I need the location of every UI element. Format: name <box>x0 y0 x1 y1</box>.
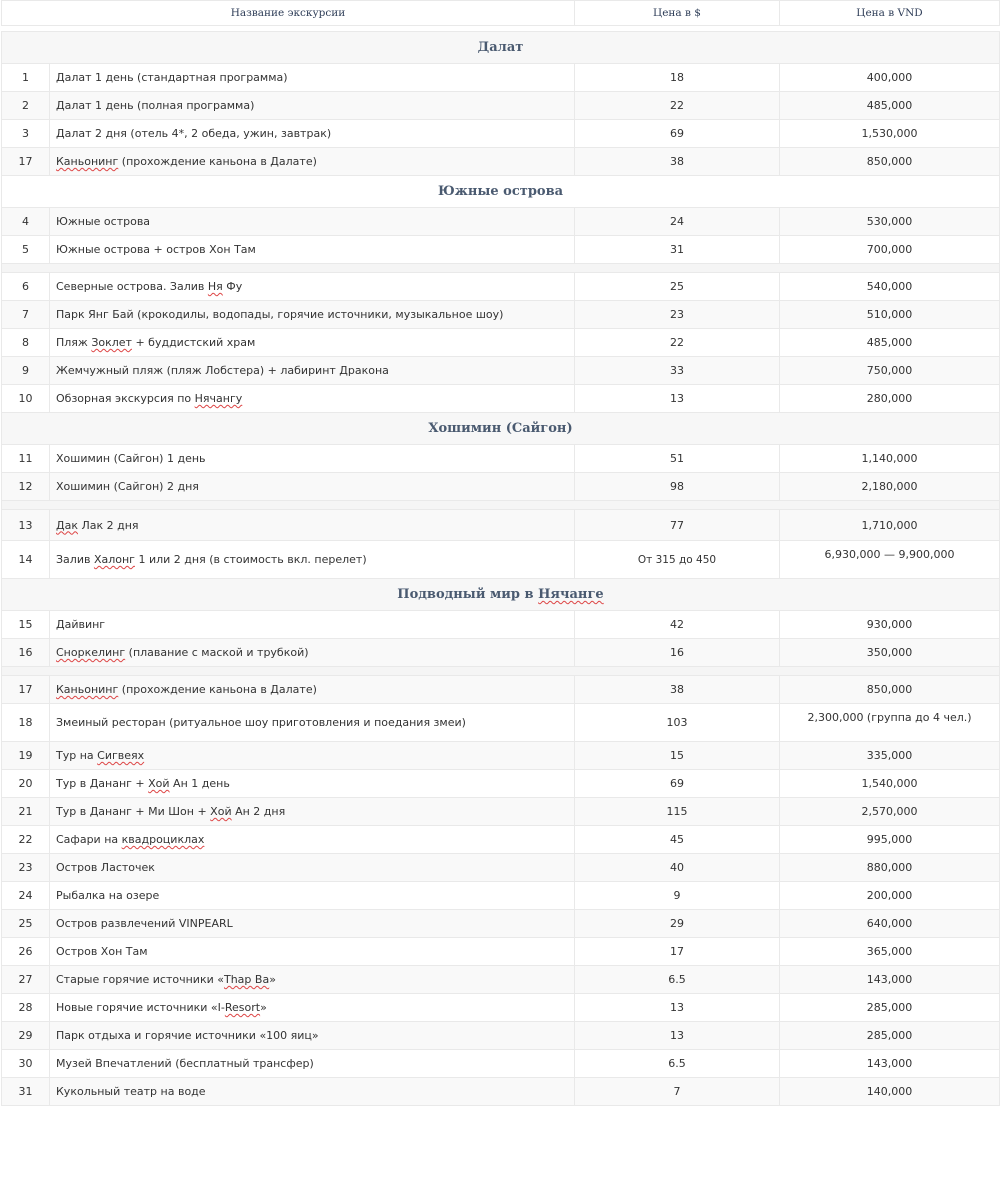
excursion-name-spellcheck-word: Зоклет <box>91 336 132 349</box>
row-number: 26 <box>2 938 50 966</box>
excursion-name-spellcheck-word: квадроциклах <box>121 833 205 846</box>
price-usd: 25 <box>575 273 780 301</box>
section-title: Далат <box>2 32 1000 64</box>
row-number: 12 <box>2 473 50 501</box>
excursion-name-spellcheck-word: Каньонинг <box>56 683 119 696</box>
price-vnd: 2,180,000 <box>780 473 1000 501</box>
row-number: 1 <box>2 64 50 92</box>
excursion-name <box>50 994 575 1022</box>
excursion-name-text: Сафари на <box>56 833 122 846</box>
excursion-name-spellcheck-word: Сигвеях <box>97 749 145 762</box>
row-number: 8 <box>2 329 50 357</box>
row-number: 14 <box>2 541 50 579</box>
row-number: 20 <box>2 770 50 798</box>
row-number: 3 <box>2 120 50 148</box>
table-row <box>2 1050 1000 1078</box>
section-title-spellcheck-word: Нячанге <box>538 587 604 602</box>
price-usd: 103 <box>575 704 780 742</box>
excursion-name <box>50 826 575 854</box>
excursion-name-text: 1 или 2 дня (в стоимость вкл. перелет) <box>134 553 367 566</box>
price-vnd: 485,000 <box>780 92 1000 120</box>
price-vnd: 750,000 <box>780 357 1000 385</box>
excursion-name <box>50 92 575 120</box>
excursion-name-text: » <box>260 1001 267 1014</box>
price-usd: 24 <box>575 208 780 236</box>
table-row <box>2 148 1000 176</box>
excursion-name-text: Фу <box>222 280 243 293</box>
price-usd: 51 <box>575 445 780 473</box>
price-vnd: 930,000 <box>780 611 1000 639</box>
price-vnd: 1,710,000 <box>780 510 1000 541</box>
excursion-name-text: (плавание с маской и трубкой) <box>125 646 309 659</box>
row-number: 15 <box>2 611 50 639</box>
price-vnd: 510,000 <box>780 301 1000 329</box>
price-vnd: 530,000 <box>780 208 1000 236</box>
row-number: 23 <box>2 854 50 882</box>
excursion-name-text: Залив <box>56 553 94 566</box>
price-usd: 69 <box>575 770 780 798</box>
excursion-name-text: Тур в Дананг + <box>56 777 149 790</box>
excursion-name-spellcheck-word: Сноркелинг <box>56 646 126 659</box>
excursion-name-spellcheck-word: Каньонинг <box>56 155 119 168</box>
table-row <box>2 611 1000 639</box>
price-usd: 33 <box>575 357 780 385</box>
excursion-name-text: Лак 2 дня <box>77 518 139 532</box>
row-number: 29 <box>2 1022 50 1050</box>
excursion-name <box>50 120 575 148</box>
header-price-usd: Цена в $ <box>575 1 780 26</box>
section-header-row <box>2 579 1000 611</box>
price-vnd: 143,000 <box>780 966 1000 994</box>
row-number: 24 <box>2 882 50 910</box>
price-usd: 98 <box>575 473 780 501</box>
section-title-text: Подводный мир в <box>397 587 539 602</box>
excursion-name-spellcheck-word: Resort <box>224 1001 261 1014</box>
price-usd: 9 <box>575 882 780 910</box>
section-header-row <box>2 32 1000 64</box>
row-number: 11 <box>2 445 50 473</box>
row-number: 16 <box>2 639 50 667</box>
excursion-name <box>50 236 575 264</box>
excursion-name <box>50 1078 575 1106</box>
excursion-name-text: Далат 2 дня (отель 4*, 2 обеда, ужин, завтрак) <box>56 127 332 140</box>
excursion-name <box>50 676 575 704</box>
section-title <box>2 579 1000 611</box>
excursion-name-spellcheck-word: Thap Ba <box>223 973 270 986</box>
excursion-name-text: Кукольный театр на воде <box>56 1085 206 1098</box>
excursion-name-spellcheck-word: Хой <box>210 805 232 818</box>
excursion-name-text: Хошимин (Сайгон) 1 день <box>56 452 206 465</box>
price-vnd: 280,000 <box>780 385 1000 413</box>
table-row <box>2 64 1000 92</box>
row-number: 28 <box>2 994 50 1022</box>
price-vnd: 1,540,000 <box>780 770 1000 798</box>
excursion-name-text: Старые горячие источники « <box>56 973 224 986</box>
excursion-name-text: Музей Впечатлений (бесплатный трансфер) <box>56 1057 314 1070</box>
excursion-name-text: Ан 2 дня <box>231 805 286 818</box>
excursion-name-spellcheck-word: Халонг <box>93 553 135 566</box>
table-row <box>2 798 1000 826</box>
table-row <box>2 510 1000 541</box>
price-vnd: 285,000 <box>780 994 1000 1022</box>
header-price-vnd: Цена в VND <box>780 1 1000 26</box>
table-row <box>2 639 1000 667</box>
excursion-name <box>50 273 575 301</box>
price-usd: 22 <box>575 92 780 120</box>
excursion-name-text: Далат 1 день (полная программа) <box>56 99 255 112</box>
price-vnd: 2,300,000 (группа до 4 чел.) <box>780 704 1000 742</box>
header-excursion-name: Название экскурсии <box>2 1 575 26</box>
excursion-name-text: Жемчужный пляж (пляж Лобстера) + лабиринт Дракона <box>56 364 389 377</box>
excursions-price-table <box>1 0 1000 1106</box>
row-number: 13 <box>2 510 50 541</box>
row-number: 7 <box>2 301 50 329</box>
price-usd: 115 <box>575 798 780 826</box>
price-usd: 29 <box>575 910 780 938</box>
price-vnd: 995,000 <box>780 826 1000 854</box>
excursion-name-text: Рыбалка на озере <box>56 889 160 902</box>
price-vnd: 335,000 <box>780 742 1000 770</box>
excursion-name-text: Остров Хон Там <box>56 945 148 958</box>
excursion-name-text: Южные острова <box>56 215 151 228</box>
price-usd: 6.5 <box>575 1050 780 1078</box>
section-title: Хошимин (Сайгон) <box>2 413 1000 445</box>
section-title: Южные острова <box>2 176 1000 208</box>
table-row <box>2 938 1000 966</box>
table-row <box>2 910 1000 938</box>
table-row <box>2 92 1000 120</box>
table-row <box>2 854 1000 882</box>
excursion-name-text: + буддистский храм <box>131 336 256 349</box>
table-row <box>2 273 1000 301</box>
excursion-name-text: Дайвинг <box>56 618 106 631</box>
table-row <box>2 120 1000 148</box>
price-usd: 7 <box>575 1078 780 1106</box>
row-divider <box>2 264 1000 273</box>
excursion-name <box>50 966 575 994</box>
divider-cell <box>2 501 1000 510</box>
price-usd: 45 <box>575 826 780 854</box>
price-vnd: 365,000 <box>780 938 1000 966</box>
price-usd: 31 <box>575 236 780 264</box>
excursion-name <box>50 910 575 938</box>
price-usd: 13 <box>575 1022 780 1050</box>
row-number: 17 <box>2 676 50 704</box>
excursion-name <box>50 445 575 473</box>
excursion-name-spellcheck-word: Хой <box>148 777 170 790</box>
excursion-name <box>50 1050 575 1078</box>
excursion-name-text: Южные острова + остров Хон Там <box>56 243 256 256</box>
excursion-name-spellcheck-word: Дак <box>56 518 78 532</box>
section-header-row <box>2 413 1000 445</box>
table-row <box>2 329 1000 357</box>
price-vnd: 2,570,000 <box>780 798 1000 826</box>
excursion-name <box>50 473 575 501</box>
price-usd: 77 <box>575 510 780 541</box>
excursion-name <box>50 854 575 882</box>
price-usd: От 315 до 450 <box>575 541 780 579</box>
row-number: 25 <box>2 910 50 938</box>
price-vnd: 143,000 <box>780 1050 1000 1078</box>
excursion-name-text: Ан 1 день <box>169 777 230 790</box>
excursion-name <box>50 639 575 667</box>
row-number: 4 <box>2 208 50 236</box>
price-usd: 40 <box>575 854 780 882</box>
price-usd: 23 <box>575 301 780 329</box>
divider-cell <box>2 264 1000 273</box>
excursion-name <box>50 510 575 541</box>
price-usd: 18 <box>575 64 780 92</box>
excursion-name <box>50 301 575 329</box>
row-number: 31 <box>2 1078 50 1106</box>
excursion-name-text: » <box>269 973 276 986</box>
price-vnd: 200,000 <box>780 882 1000 910</box>
row-number: 18 <box>2 704 50 742</box>
row-number: 21 <box>2 798 50 826</box>
excursion-name <box>50 742 575 770</box>
excursion-name <box>50 1022 575 1050</box>
price-vnd: 485,000 <box>780 329 1000 357</box>
excursion-name <box>50 208 575 236</box>
price-usd: 15 <box>575 742 780 770</box>
excursion-name <box>50 357 575 385</box>
table-row <box>2 301 1000 329</box>
excursion-name-text: Далат 1 день (стандартная программа) <box>56 71 288 84</box>
price-usd: 17 <box>575 938 780 966</box>
price-usd: 16 <box>575 639 780 667</box>
table-row <box>2 236 1000 264</box>
price-vnd: 140,000 <box>780 1078 1000 1106</box>
table-row <box>2 541 1000 579</box>
price-usd: 38 <box>575 148 780 176</box>
excursion-name-text: Тур на <box>56 749 98 762</box>
table-row <box>2 445 1000 473</box>
table-row <box>2 966 1000 994</box>
price-vnd: 350,000 <box>780 639 1000 667</box>
row-number: 19 <box>2 742 50 770</box>
excursion-name-text: Змеиный ресторан (ритуальное шоу приготовления и поедания змеи) <box>56 716 466 729</box>
price-usd: 13 <box>575 994 780 1022</box>
row-number: 22 <box>2 826 50 854</box>
price-vnd: 285,000 <box>780 1022 1000 1050</box>
excursion-name <box>50 148 575 176</box>
table-row <box>2 676 1000 704</box>
table-row <box>2 994 1000 1022</box>
excursion-name-text: Парк отдыха и горячие источники «100 яиц» <box>56 1029 319 1042</box>
price-vnd: 640,000 <box>780 910 1000 938</box>
price-usd: 22 <box>575 329 780 357</box>
table-row <box>2 882 1000 910</box>
excursion-name-text: Остров развлечений VINPEARL <box>56 917 233 930</box>
table-row <box>2 357 1000 385</box>
excursion-name <box>50 329 575 357</box>
price-vnd: 850,000 <box>780 676 1000 704</box>
price-vnd: 850,000 <box>780 148 1000 176</box>
excursion-name-text: Тур в Дананг + Ми Шон + <box>56 805 211 818</box>
row-divider <box>2 501 1000 510</box>
row-number: 17 <box>2 148 50 176</box>
price-vnd: 880,000 <box>780 854 1000 882</box>
table-row <box>2 385 1000 413</box>
table-header-row <box>2 1 1000 26</box>
table-body <box>2 26 1000 1106</box>
excursion-name-text: Обзорная экскурсия по <box>56 392 195 405</box>
table-row <box>2 208 1000 236</box>
price-vnd: 1,530,000 <box>780 120 1000 148</box>
price-vnd: 400,000 <box>780 64 1000 92</box>
table-row <box>2 826 1000 854</box>
excursion-name <box>50 64 575 92</box>
section-header-row <box>2 176 1000 208</box>
price-vnd: 6,930,000 — 9,900,000 <box>780 541 1000 579</box>
row-number: 10 <box>2 385 50 413</box>
price-usd: 6.5 <box>575 966 780 994</box>
price-usd: 69 <box>575 120 780 148</box>
row-number: 5 <box>2 236 50 264</box>
divider-cell <box>2 667 1000 676</box>
price-vnd: 540,000 <box>780 273 1000 301</box>
row-number: 9 <box>2 357 50 385</box>
excursion-name <box>50 770 575 798</box>
excursion-name-text: Остров Ласточек <box>56 861 155 874</box>
table-row <box>2 770 1000 798</box>
table-row <box>2 1078 1000 1106</box>
price-vnd: 1,140,000 <box>780 445 1000 473</box>
excursion-name <box>50 611 575 639</box>
excursion-name-text: (прохождение каньона в Далате) <box>118 155 317 168</box>
excursion-name-text: (прохождение каньона в Далате) <box>118 683 317 696</box>
price-usd: 38 <box>575 676 780 704</box>
table-row <box>2 1022 1000 1050</box>
excursion-name-text: Северные острова. Залив <box>56 280 208 293</box>
excursion-name <box>50 385 575 413</box>
excursion-name-text: Новые горячие источники «I- <box>56 1001 225 1014</box>
excursion-name-text: Парк Янг Бай (крокодилы, водопады, горячие источники, музыкальное шоу) <box>56 308 504 321</box>
table-row <box>2 742 1000 770</box>
excursion-name <box>50 882 575 910</box>
row-number: 6 <box>2 273 50 301</box>
table-row <box>2 473 1000 501</box>
table-row <box>2 704 1000 742</box>
price-usd: 42 <box>575 611 780 639</box>
price-usd: 13 <box>575 385 780 413</box>
excursion-name-text: Хошимин (Сайгон) 2 дня <box>56 480 199 493</box>
excursion-name-spellcheck-word: Нячангу <box>194 392 243 405</box>
excursion-name-spellcheck-word: Ня <box>207 280 223 293</box>
row-number: 27 <box>2 966 50 994</box>
row-number: 30 <box>2 1050 50 1078</box>
excursion-name <box>50 541 575 579</box>
excursion-name-text: Пляж <box>56 336 92 349</box>
price-vnd: 700,000 <box>780 236 1000 264</box>
excursion-name <box>50 938 575 966</box>
row-divider <box>2 667 1000 676</box>
row-number: 2 <box>2 92 50 120</box>
excursion-name <box>50 704 575 742</box>
excursion-name <box>50 798 575 826</box>
